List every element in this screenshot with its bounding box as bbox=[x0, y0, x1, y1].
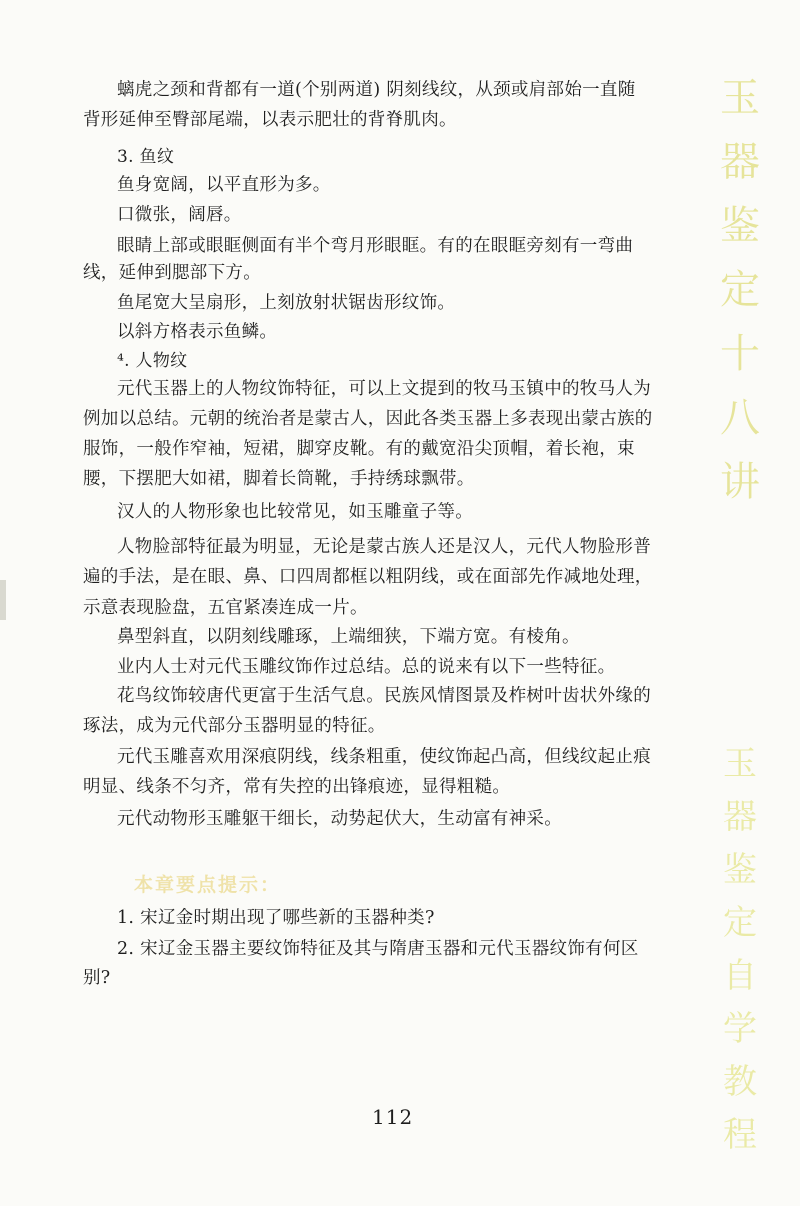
review-question: 2. 宋辽金玉器主要纹饰特征及其与隋唐玉器和元代玉器纹饰有何区 bbox=[117, 939, 639, 959]
text-line: 以斜方格表示鱼鳞。 bbox=[117, 322, 278, 342]
text-line: 琢法，成为元代部分玉器明显的特征。 bbox=[83, 716, 386, 736]
subtitle-char: 教 bbox=[723, 1062, 757, 1102]
text-line: 明显、线条不匀齐，常有失控的出锋痕迹，显得粗糙。 bbox=[83, 777, 511, 797]
subtitle-char: 鉴 bbox=[723, 850, 757, 890]
subtitle-char: 程 bbox=[723, 1115, 757, 1155]
text-line: 螭虎之颈和背都有一道(个别两道) 阴刻线纹，从颈或肩部始一直随 bbox=[117, 80, 636, 100]
text-line: 元代玉器上的人物纹饰特征，可以上文提到的牧马玉镇中的牧马人为 bbox=[117, 379, 651, 399]
title-char: 器 bbox=[720, 139, 760, 185]
section-heading: ⁴. 人物纹 bbox=[117, 351, 188, 371]
chapter-summary-heading: 本章要点提示： bbox=[134, 874, 282, 896]
subtitle-char: 自 bbox=[723, 956, 757, 996]
text-line: 汉人的人物形象也比较常见，如玉雕童子等。 bbox=[117, 502, 473, 522]
text-line: 业内人士对元代玉雕纹饰作过总结。总的说来有以下一些特征。 bbox=[117, 657, 616, 677]
page-number: 112 bbox=[372, 1105, 414, 1129]
book-subtitle-vertical bbox=[715, 738, 765, 1162]
title-char: 玉 bbox=[720, 75, 760, 121]
text-line: 元代玉雕喜欢用深痕阴线，线条粗重，使纹饰起凸高，但线纹起止痕 bbox=[117, 747, 651, 767]
text-line: 例加以总结。元朝的统治者是蒙古人，因此各类玉器上多表现出蒙古族的 bbox=[83, 409, 653, 429]
text-line: 口微张，阔唇。 bbox=[117, 205, 242, 225]
title-char: 十 bbox=[720, 331, 760, 377]
text-line: 遍的手法，是在眼、鼻、口四周都框以粗阴线，或在面部先作减地处理， bbox=[83, 567, 653, 587]
text-line: 鱼身宽阔，以平直形为多。 bbox=[117, 175, 331, 195]
text-line: 示意表现脸盘，五官紧凑连成一片。 bbox=[83, 598, 368, 618]
title-char: 定 bbox=[720, 267, 760, 313]
text-line: 鱼尾宽大呈扇形，上刻放射状锯齿形纹饰。 bbox=[117, 293, 456, 313]
section-heading: 3. 鱼纹 bbox=[117, 147, 175, 167]
text-line: 背形延伸至臀部尾端，以表示肥壮的背脊肌肉。 bbox=[83, 110, 457, 130]
book-title-vertical bbox=[715, 66, 765, 514]
subtitle-char: 学 bbox=[723, 1009, 757, 1049]
subtitle-char: 玉 bbox=[723, 744, 757, 784]
text-line: 眼睛上部或眼眶侧面有半个弯月形眼眶。有的在眼眶旁刻有一弯曲 bbox=[117, 236, 634, 256]
text-line: 人物脸部特征最为明显，无论是蒙古族人还是汉人，元代人物脸形普 bbox=[117, 537, 651, 557]
review-question: 别? bbox=[83, 968, 111, 988]
text-line: 花鸟纹饰较唐代更富于生活气息。民族风情图景及柞树叶齿状外缘的 bbox=[117, 686, 651, 706]
title-char: 八 bbox=[720, 395, 760, 441]
title-char: 鉴 bbox=[720, 203, 760, 249]
text-line: 腰，下摆肥大如裙，脚着长筒靴，手持绣球飘带。 bbox=[83, 469, 475, 489]
subtitle-char: 定 bbox=[723, 903, 757, 943]
text-line: 服饰，一般作窄袖，短裙，脚穿皮靴。有的戴宽沿尖顶帽，着长袍，束 bbox=[83, 439, 635, 459]
review-question: 1. 宋辽金时期出现了哪些新的玉器种类? bbox=[117, 908, 435, 928]
text-line: 线，延伸到腮部下方。 bbox=[83, 263, 261, 283]
text-line: 元代动物形玉雕躯干细长，动势起伏大，生动富有神采。 bbox=[117, 809, 562, 829]
subtitle-char: 器 bbox=[723, 797, 757, 837]
title-char: 讲 bbox=[720, 459, 760, 505]
text-line: 鼻型斜直，以阴刻线雕琢，上端细狭，下端方宽。有棱角。 bbox=[117, 627, 580, 647]
